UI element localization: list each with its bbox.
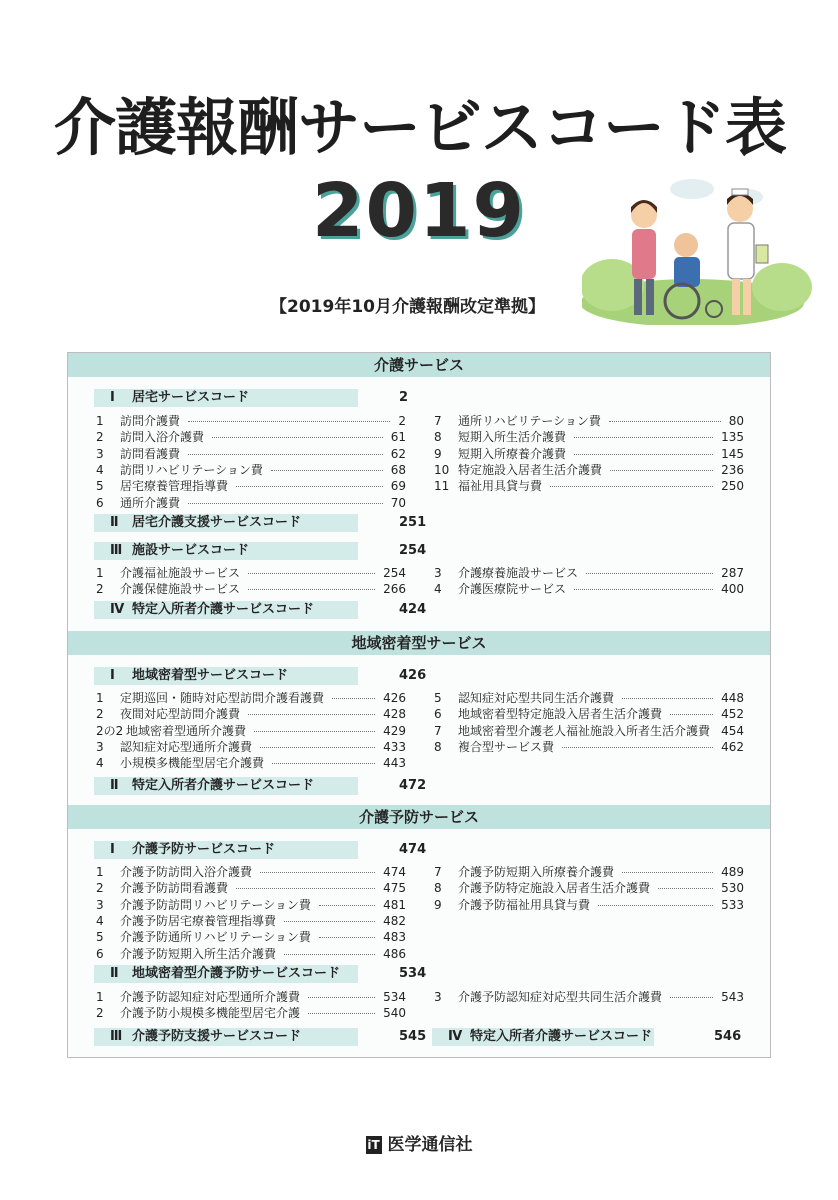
dot-leader [188,503,383,504]
dot-leader [562,747,713,748]
heading-page: 474 [399,842,427,857]
heading-yobo-shien [94,1028,474,1046]
entry-label: 居宅療養管理指導費 [120,479,229,494]
entry-page: 254 [383,566,406,580]
heading-page: 2 [399,390,409,405]
publisher-logo-icon: iT [367,1138,380,1152]
heading-label: 居宅サービスコード [132,390,250,405]
entry-label: 介護予防訪問看護費 [120,881,229,896]
dot-leader [319,937,375,938]
entry-page: 481 [383,897,406,912]
heading-roman: Ⅱ [110,966,119,981]
toc-entry [434,897,744,913]
entry-page: 266 [383,582,406,597]
toc-entry [434,446,744,462]
dot-leader [574,589,713,590]
dot-leader [332,698,375,699]
entry-page: 486 [383,946,406,961]
entry-page: 70 [390,495,406,510]
entry-number: 5 [434,691,442,705]
toc-entry [434,413,744,429]
entry-label: 地域密着型介護老人福祉施設入所者生活介護費 [458,723,711,738]
heading-kyotaku [94,389,474,407]
section-band-chiiki: 地域密着型サービス [68,631,770,655]
entry-label: 介護療養施設サービス [458,566,579,580]
dot-leader [260,872,375,873]
heading-page: 534 [399,966,427,981]
heading-roman: Ⅰ [110,668,115,683]
dot-leader [622,698,713,699]
heading-chiiki-tokutei [94,777,474,795]
entry-page: 400 [721,582,744,597]
toc-entry [96,495,406,511]
entry-label: 認知症対応型共同生活介護費 [458,691,615,705]
heading-roman: Ⅲ [110,543,123,558]
heading-label: 特定入所者介護サービスコード [470,1029,653,1044]
dot-leader [319,905,375,906]
toc-entry [96,723,406,739]
entry-page: 429 [383,723,406,738]
entry-page: 530 [721,881,744,896]
entry-number: 7 [434,414,442,428]
entry-number: 6 [434,707,442,722]
entry-number: 4 [96,462,104,477]
heading-page: 545 [399,1029,427,1044]
entry-number: 4 [96,756,104,771]
heading-roman: Ⅰ [110,842,115,857]
entry-label: 認知症対応型通所介護費 [120,739,253,754]
entry-page: 454 [721,723,744,738]
toc-entry [434,429,744,445]
entry-label: 複合型サービス費 [458,739,555,754]
entry-number: 3 [434,990,442,1004]
toc-entry [434,864,744,880]
entry-number: 3 [96,897,104,912]
dot-leader [550,486,713,487]
dot-leader [284,954,375,955]
entry-page: 69 [390,479,406,494]
entry-label: 介護予防通所リハビリテーション費 [120,930,311,945]
entry-page: 448 [721,691,744,705]
entry-label: 介護予防認知症対応型通所介護費 [120,990,301,1004]
heading-label: 地域密着型介護予防サービスコード [132,966,341,981]
toc-entry [96,706,406,722]
entry-page: 489 [721,865,744,879]
toc-entry [96,929,406,945]
dot-leader [248,714,375,715]
toc-entry [96,739,406,755]
entry-page: 443 [383,756,406,771]
entry-number: 2の2 [96,723,124,738]
entry-page: 543 [721,990,744,1004]
entry-label: 介護保健施設サービス [120,582,241,597]
section-band-kaigo: 介護サービス [68,353,770,377]
entry-page: 482 [383,913,406,928]
entry-page: 62 [390,446,406,461]
heading-page: 426 [399,668,427,683]
entry-number: 1 [96,691,104,705]
entry-number: 5 [96,479,104,494]
heading-label: 介護予防サービスコード [132,842,276,857]
heading-page: 546 [714,1029,742,1044]
heading-label: 介護予防支援サービスコード [132,1029,302,1044]
toc-entry [434,690,744,706]
heading-roman: Ⅲ [110,1029,123,1044]
heading-label: 特定入所者介護サービスコード [132,778,315,793]
entry-page: 145 [721,446,744,461]
dot-leader [272,763,375,764]
heading-yobo [94,841,474,859]
entry-label: 介護予防短期入所療養介護費 [458,865,615,879]
entry-page: 452 [721,707,744,722]
toc-entry [96,446,406,462]
toc-entry [96,755,406,771]
entry-label: 特定施設入居者生活介護費 [458,462,603,477]
dot-leader [248,589,375,590]
entry-label: 訪問リハビリテーション費 [120,462,263,477]
entry-page: 250 [721,479,744,494]
toc-entry [96,581,406,597]
dot-leader [271,470,383,471]
entry-page: 462 [721,739,744,754]
publisher [0,1130,838,1155]
toc-entry [96,690,406,706]
entry-page: 534 [383,990,406,1004]
heading-page: 251 [399,515,427,530]
toc-entry [434,706,744,722]
dot-leader [609,421,721,422]
toc-entry [96,413,406,429]
entry-number: 3 [434,566,442,580]
heading-roman: Ⅱ [110,515,119,530]
heading-chiiki [94,667,474,685]
entry-number: 11 [434,479,450,494]
entry-page: 236 [721,462,744,477]
heading-label: 地域密着型サービスコード [132,668,289,683]
entry-label: 介護予防小規模多機能型居宅介護 [120,1006,301,1021]
entry-label: 介護福祉施設サービス [120,566,241,580]
entry-page: 80 [728,414,744,428]
entry-page: 433 [383,739,406,754]
entry-number: 1 [96,566,104,580]
toc-entry [434,478,744,494]
entry-number: 1 [96,990,104,1004]
entry-number: 6 [96,495,104,510]
dot-leader [260,747,375,748]
entry-label: 小規模多機能型居宅介護費 [120,756,265,771]
heading-label: 居宅介護支援サービスコード [132,515,302,530]
entry-page: 2 [398,414,406,428]
entry-label: 福祉用具貸与費 [458,479,543,494]
heading-roman: Ⅳ [110,602,125,617]
entry-label: 介護予防短期入所生活介護費 [120,946,277,961]
entry-number: 3 [96,739,104,754]
dot-leader [212,437,383,438]
dot-leader [598,905,713,906]
entry-label: 介護予防特定施設入居者生活介護費 [458,881,651,896]
dot-leader [236,888,375,889]
toc-entry [96,478,406,494]
entry-number: 7 [434,723,442,738]
entry-page: 540 [383,1006,406,1021]
toc-entry [96,880,406,896]
toc-entry [96,565,406,581]
entry-number: 4 [434,582,442,597]
book-title: 介護報酬サービスコード表 [53,91,786,164]
dot-leader [236,486,383,487]
entry-number: 5 [96,930,104,945]
toc-entry [96,897,406,913]
entry-label: 介護予防認知症対応型共同生活介護費 [458,990,663,1004]
entry-label: 夜間対応型訪問介護費 [120,707,241,722]
entry-label: 訪問看護費 [120,446,181,461]
dot-leader [284,921,375,922]
entry-number: 1 [96,865,104,879]
entry-page: 426 [383,691,406,705]
table-of-contents [67,352,771,1058]
entry-number: 2 [96,1006,104,1021]
toc-entry [96,864,406,880]
entry-label: 定期巡回・随時対応型訪問介護看護費 [120,691,325,705]
entry-label: 介護予防福祉用具貸与費 [458,897,591,912]
entry-number: 6 [96,946,104,961]
heading-kyotaku-shien [94,514,474,532]
entry-number: 8 [434,430,442,445]
toc-entry [96,989,406,1005]
dot-leader [574,454,713,455]
entry-number: 2 [96,582,104,597]
heading-roman: Ⅳ [448,1029,463,1044]
toc-entry [434,565,744,581]
entry-number: 9 [434,897,442,912]
toc-entry [96,913,406,929]
dot-leader [610,470,713,471]
entry-label: 介護予防居宅療養管理指導費 [120,913,277,928]
entry-page: 474 [383,865,406,879]
entry-label: 通所介護費 [120,495,181,510]
entry-page: 483 [383,930,406,945]
entry-number: 2 [96,430,104,445]
entry-page: 475 [383,881,406,896]
section-band-yobo: 介護予防サービス [68,805,770,829]
dot-leader [574,437,713,438]
toc-entry [434,462,744,478]
dot-leader [670,714,713,715]
heading-roman: Ⅰ [110,390,115,405]
heading-page: 254 [399,543,427,558]
toc-entry [96,462,406,478]
entry-label: 訪問入浴介護費 [120,430,205,445]
dot-leader [586,573,713,574]
heading-shisetsu [94,542,474,560]
entry-number: 2 [96,881,104,896]
heading-yobo-tokutei [432,1028,752,1046]
toc-entry [434,581,744,597]
entry-label: 短期入所生活介護費 [458,430,567,445]
entry-page: 135 [721,430,744,445]
entry-page: 68 [390,462,406,477]
publisher-name: 医学通信社 [387,1135,473,1155]
entry-number: 8 [434,881,442,896]
entry-number: 2 [96,707,104,722]
toc-entry [434,989,744,1005]
toc-entry [96,429,406,445]
heading-page: 424 [399,602,427,617]
entry-number: 3 [96,446,104,461]
entry-label: 介護医療院サービス [458,582,567,597]
entry-page: 428 [383,707,406,722]
heading-tokutei-kaigo [94,601,474,619]
dot-leader [188,421,390,422]
entry-page: 61 [390,430,406,445]
entry-label: 地域密着型通所介護費 [126,723,247,738]
dot-leader [188,454,383,455]
toc-entry [434,880,744,896]
entry-number: 9 [434,446,442,461]
entry-number: 1 [96,414,104,428]
entry-label: 訪問介護費 [120,414,181,428]
heading-label: 特定入所者介護サービスコード [132,602,315,617]
heading-chiiki-yobo [94,965,474,983]
toc-entry [434,723,744,739]
dot-leader [658,888,713,889]
dot-leader [254,731,375,732]
caregivers-illustration [582,175,814,325]
toc-entry [434,739,744,755]
toc-entry [96,1005,406,1021]
entry-label: 短期入所療養介護費 [458,446,567,461]
entry-number: 4 [96,913,104,928]
dot-leader [622,872,713,873]
heading-page: 472 [399,778,427,793]
entry-number: 10 [434,462,450,477]
entry-label: 通所リハビリテーション費 [458,414,601,428]
heading-roman: Ⅱ [110,778,119,793]
entry-label: 介護予防訪問入浴介護費 [120,865,253,879]
revision-subtitle: 【2019年10月介護報酬改定準拠】 [270,297,545,317]
entry-page: 287 [721,566,744,580]
book-year: 2019 [312,168,526,254]
entry-number: 7 [434,865,442,879]
entry-page: 533 [721,897,744,912]
entry-label: 介護予防訪問リハビリテーション費 [120,897,311,912]
dot-leader [670,997,713,998]
heading-label: 施設サービスコード [132,543,250,558]
entry-label: 地域密着型特定施設入居者生活介護費 [458,707,663,722]
dot-leader [308,997,375,998]
dot-leader [308,1013,375,1014]
entry-number: 8 [434,739,442,754]
toc-entry [96,946,406,962]
dot-leader [248,573,375,574]
